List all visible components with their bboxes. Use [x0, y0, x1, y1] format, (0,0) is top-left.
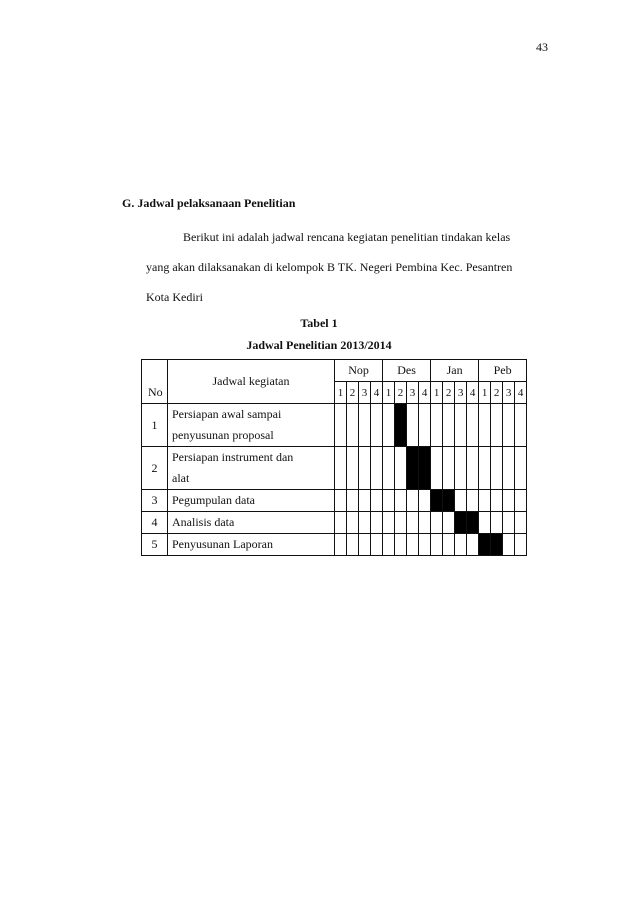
schedule-cell	[383, 404, 395, 447]
schedule-cell	[359, 534, 371, 556]
paragraph-line: yang akan dilaksanakan di kelompok B TK. Negeri Pembina Kec. Pesantren	[146, 260, 513, 274]
week-header: 2	[347, 382, 359, 404]
week-header: 1	[383, 382, 395, 404]
schedule-cell	[407, 534, 419, 556]
schedule-cell	[467, 490, 479, 512]
schedule-cell	[359, 404, 371, 447]
week-header: 4	[515, 382, 527, 404]
schedule-cell	[371, 447, 383, 490]
schedule-cell	[515, 490, 527, 512]
activity-name	[168, 404, 335, 447]
page-number: 43	[536, 40, 548, 54]
schedule-cell	[491, 404, 503, 447]
week-header: 3	[503, 382, 515, 404]
week-header: 1	[431, 382, 443, 404]
schedule-cell	[371, 490, 383, 512]
schedule-cell	[443, 404, 455, 447]
week-header: 2	[443, 382, 455, 404]
schedule-cell	[515, 534, 527, 556]
schedule-cell	[479, 512, 491, 534]
schedule-cell	[395, 512, 407, 534]
row-number: 3	[142, 490, 168, 512]
schedule-cell	[443, 447, 455, 490]
schedule-cell	[455, 404, 467, 447]
schedule-cell	[347, 404, 359, 447]
table-title: Jadwal Penelitian 2013/2014	[246, 338, 392, 352]
schedule-cell	[515, 512, 527, 534]
schedule-cell-filled	[479, 534, 491, 556]
schedule-cell	[491, 490, 503, 512]
schedule-cell	[419, 490, 431, 512]
week-header: 4	[371, 382, 383, 404]
activity-line: Persiapan awal sampai	[172, 407, 282, 421]
column-header-activity: Jadwal kegiatan	[168, 360, 335, 404]
schedule-cell	[491, 512, 503, 534]
month-header: Jan	[431, 360, 479, 382]
row-number: 4	[142, 512, 168, 534]
schedule-cell	[455, 447, 467, 490]
schedule-cell	[407, 490, 419, 512]
schedule-cell-filled	[395, 404, 407, 447]
schedule-cell	[335, 447, 347, 490]
schedule-cell	[395, 490, 407, 512]
schedule-cell	[335, 534, 347, 556]
week-header: 3	[455, 382, 467, 404]
schedule-cell	[371, 404, 383, 447]
schedule-cell-filled	[491, 534, 503, 556]
schedule-cell	[371, 512, 383, 534]
schedule-cell	[383, 534, 395, 556]
week-header: 4	[419, 382, 431, 404]
schedule-cell	[503, 404, 515, 447]
schedule-cell	[395, 534, 407, 556]
table-row	[142, 490, 527, 512]
schedule-cell	[479, 490, 491, 512]
schedule-cell	[359, 447, 371, 490]
schedule-cell-filled	[443, 490, 455, 512]
schedule-cell	[431, 447, 443, 490]
activity-line: Persiapan instrument dan	[172, 450, 294, 464]
week-header: 2	[395, 382, 407, 404]
schedule-cell	[359, 490, 371, 512]
week-header: 1	[335, 382, 347, 404]
week-header: 3	[407, 382, 419, 404]
schedule-cell	[467, 534, 479, 556]
schedule-cell	[335, 512, 347, 534]
week-header: 1	[479, 382, 491, 404]
schedule-cell	[347, 534, 359, 556]
schedule-cell	[515, 447, 527, 490]
table-caption: Tabel 1	[300, 316, 338, 330]
schedule-table	[141, 359, 527, 556]
month-header: Nop	[335, 360, 383, 382]
schedule-cell	[443, 512, 455, 534]
schedule-cell-filled	[467, 512, 479, 534]
week-header: 3	[359, 382, 371, 404]
row-number: 2	[142, 447, 168, 490]
activity-line: Penyusunan Laporan	[172, 537, 273, 551]
week-header: 4	[467, 382, 479, 404]
table-row	[142, 447, 527, 490]
schedule-cell	[455, 534, 467, 556]
schedule-cell-filled	[419, 447, 431, 490]
schedule-cell	[419, 512, 431, 534]
schedule-cell	[503, 490, 515, 512]
schedule-cell	[467, 404, 479, 447]
schedule-cell	[347, 447, 359, 490]
schedule-cell	[347, 512, 359, 534]
schedule-cell	[479, 404, 491, 447]
schedule-cell	[335, 490, 347, 512]
activity-name	[168, 512, 335, 534]
table-row	[142, 534, 527, 556]
schedule-cell-filled	[431, 490, 443, 512]
schedule-cell	[371, 534, 383, 556]
schedule-cell	[407, 512, 419, 534]
schedule-cell	[515, 404, 527, 447]
column-header-no: No	[142, 360, 168, 404]
schedule-cell	[443, 534, 455, 556]
schedule-cell	[431, 404, 443, 447]
paragraph-line: Berikut ini adalah jadwal rencana kegiatan penelitian tindakan kelas	[183, 230, 511, 244]
header-row-months	[142, 360, 527, 382]
schedule-cell	[383, 490, 395, 512]
table-row	[142, 512, 527, 534]
schedule-cell	[467, 447, 479, 490]
activity-name	[168, 447, 335, 490]
schedule-cell	[503, 447, 515, 490]
activity-name	[168, 534, 335, 556]
schedule-cell	[491, 447, 503, 490]
schedule-cell	[335, 404, 347, 447]
month-header: Peb	[479, 360, 527, 382]
row-number: 5	[142, 534, 168, 556]
table-row	[142, 404, 527, 447]
row-number: 1	[142, 404, 168, 447]
schedule-cell	[347, 490, 359, 512]
schedule-cell	[359, 512, 371, 534]
schedule-cell	[503, 512, 515, 534]
section-heading: G. Jadwal pelaksanaan Penelitian	[122, 196, 296, 210]
schedule-cell	[431, 512, 443, 534]
week-header: 2	[491, 382, 503, 404]
schedule-cell	[395, 447, 407, 490]
schedule-cell	[419, 404, 431, 447]
activity-line: alat	[172, 471, 190, 485]
schedule-cell	[383, 447, 395, 490]
schedule-cell	[479, 447, 491, 490]
activity-line: Analisis data	[172, 515, 235, 529]
schedule-cell	[383, 512, 395, 534]
schedule-cell	[503, 534, 515, 556]
schedule-cell-filled	[455, 512, 467, 534]
activity-line: Pegumpulan data	[172, 493, 255, 507]
schedule-cell	[419, 534, 431, 556]
month-header: Des	[383, 360, 431, 382]
activity-name	[168, 490, 335, 512]
schedule-cell	[431, 534, 443, 556]
schedule-cell-filled	[407, 447, 419, 490]
activity-line: penyusunan proposal	[172, 428, 274, 442]
schedule-cell	[407, 404, 419, 447]
paragraph-line: Kota Kediri	[146, 290, 203, 304]
schedule-cell	[455, 490, 467, 512]
